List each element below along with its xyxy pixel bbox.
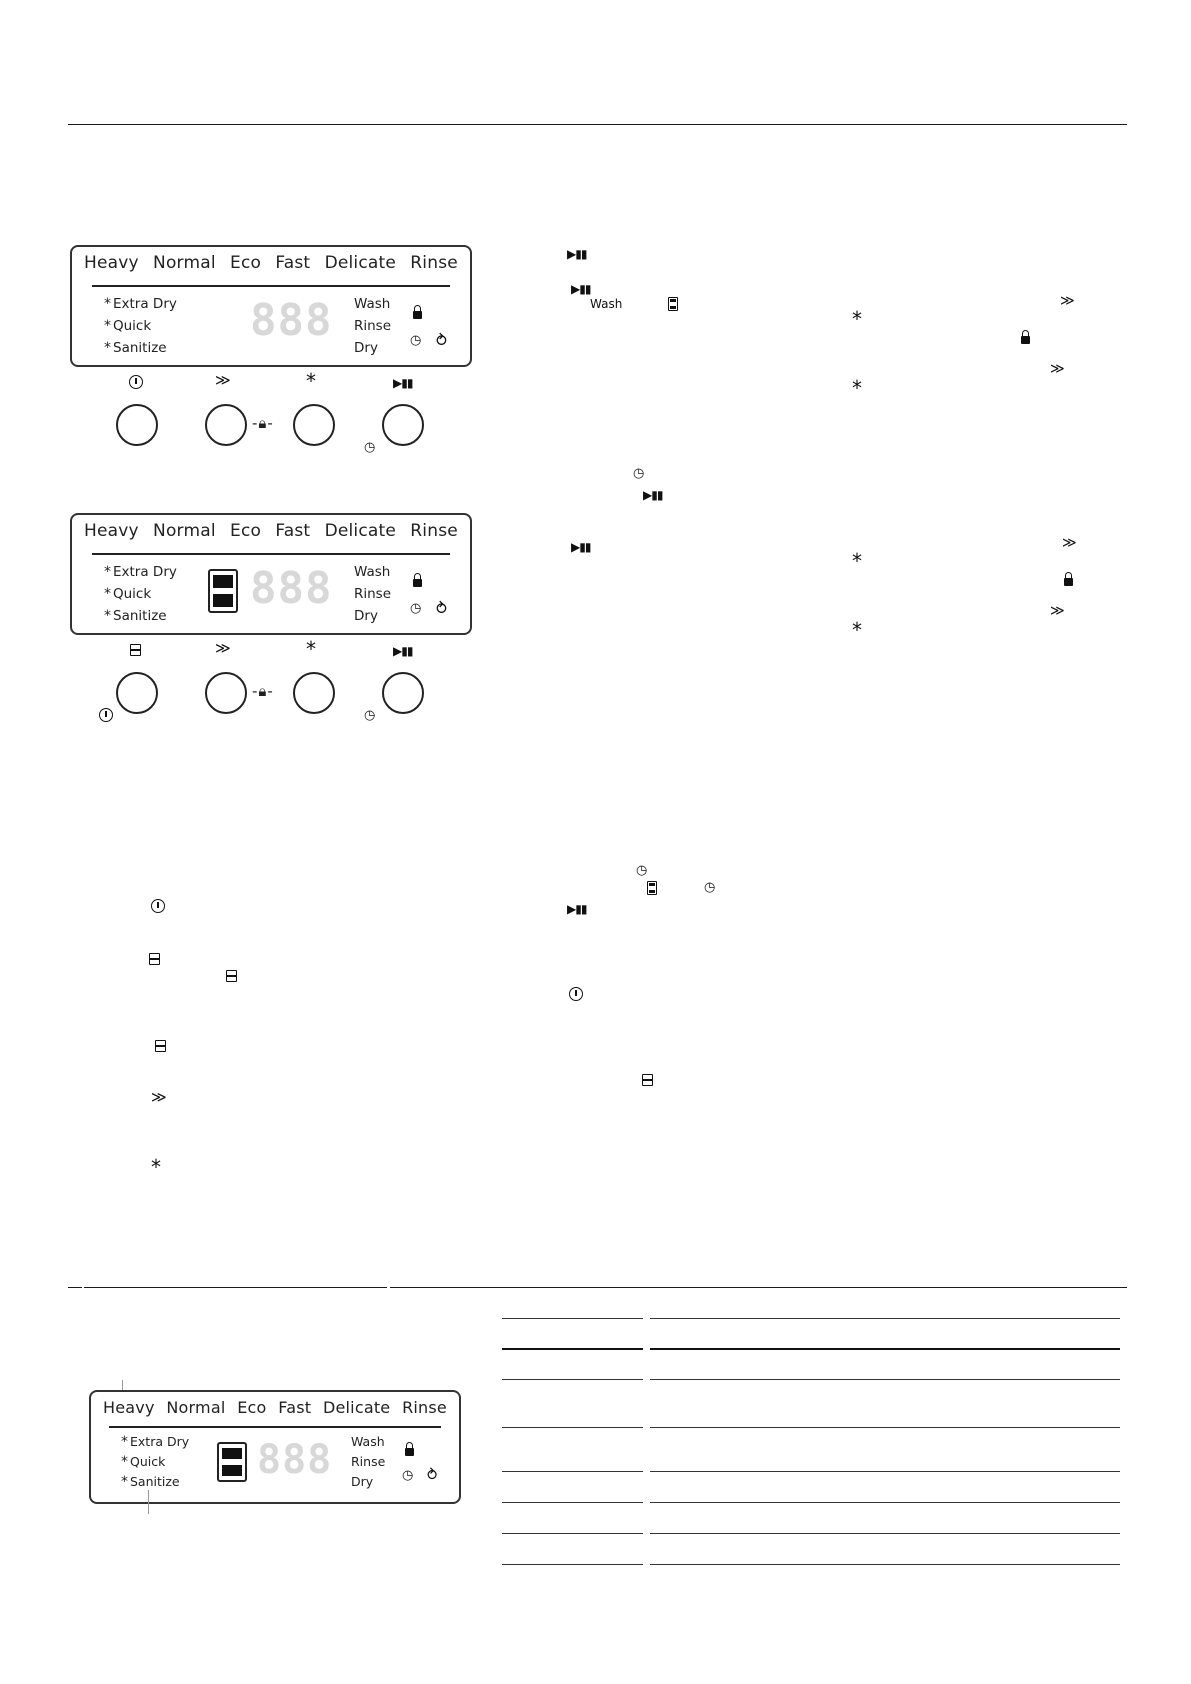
start-pause-button[interactable] [382,404,424,446]
power-icon [569,987,583,1001]
table-rule [502,1471,643,1472]
table-rule [650,1379,1120,1380]
digit-display: 888 [257,1437,333,1483]
program-select-icon: ≫ [1050,361,1065,377]
star-icon: * [121,1454,128,1470]
option-star-icon: * [852,307,862,331]
program-underline [109,1426,441,1428]
program-rinse: Rinse [410,521,458,541]
stage-list [354,561,391,627]
program-delicate: Delicate [324,253,397,273]
option-quick: * Quick [104,318,152,334]
delay-timer-icon: ◷ [402,1468,414,1483]
program-list [84,521,458,541]
program-heavy: Heavy [103,1398,155,1417]
program-select-icon: ≫ [1050,603,1065,619]
rinse-aid-icon: ⥁ [427,1466,438,1484]
star-icon: * [104,608,111,624]
half-load-icon [149,953,160,965]
stage-rinse: Rinse [354,586,392,602]
top-rule [68,124,1127,125]
table-rule [502,1427,643,1428]
rinse-aid-icon: ⥁ [436,331,447,350]
half-load-button[interactable] [116,672,158,714]
option-sanitize: * Sanitize [104,340,167,356]
power-icon [99,708,113,722]
power-button[interactable] [116,404,158,446]
option-quick: * Quick [104,586,152,602]
lock-icon [405,1448,414,1456]
table-rule [502,1379,643,1380]
option-star-icon: * [306,637,316,661]
program-normal: Normal [166,1398,226,1417]
stage-dry: Dry [351,1474,374,1489]
start-pause-icon: ▶▮▮ [571,282,591,296]
half-load-icon [647,881,657,895]
program-fast: Fast [275,253,311,273]
program-underline [92,553,450,555]
program-select-icon: ≫ [1062,535,1077,551]
child-lock-indicator: -🔒︎- [252,414,274,432]
option-button[interactable] [293,672,335,714]
section-rule-c [390,1287,1127,1288]
table-rule [650,1318,1120,1319]
option-star-icon: * [151,1155,161,1179]
program-eco: Eco [237,1398,267,1417]
delay-timer-icon: ◷ [410,601,422,616]
delay-timer-icon: ◷ [364,440,376,455]
stage-dry: Dry [354,608,378,624]
option-star-icon: * [306,369,316,393]
stage-list [351,1432,385,1492]
option-extra-dry: * Extra Dry [104,564,177,580]
half-load-indicator [217,1442,247,1482]
star-icon: * [104,318,111,334]
control-panel-display [89,1390,461,1504]
option-sanitize: * Sanitize [104,608,167,624]
stage-wash: Wash [354,296,391,312]
start-pause-icon: ▶▮▮ [567,247,587,261]
half-load-icon [642,1074,653,1086]
delay-timer-icon: ◷ [633,466,645,481]
star-icon: * [121,1474,128,1490]
program-delicate: Delicate [324,521,397,541]
program-fast: Fast [278,1398,312,1417]
section-rule-b [84,1287,387,1288]
half-load-indicator [208,569,238,613]
half-load-icon [155,1040,166,1052]
start-pause-icon: ▶▮▮ [393,644,413,658]
table-rule [650,1471,1120,1472]
program-button[interactable] [205,404,247,446]
table-rule [650,1533,1120,1534]
program-delicate: Delicate [322,1398,391,1417]
table-header-rule [650,1348,1120,1350]
half-load-icon [130,644,141,656]
callout-line-bottom [148,1490,149,1514]
program-heavy: Heavy [84,521,139,541]
program-rinse: Rinse [402,1398,447,1417]
program-button[interactable] [205,672,247,714]
start-pause-icon: ▶▮▮ [567,902,587,916]
star-icon: * [104,564,111,580]
program-normal: Normal [153,253,216,273]
stage-rinse: Rinse [351,1454,386,1469]
stage-rinse: Rinse [354,318,392,334]
lock-icon [413,311,422,319]
delay-timer-icon: ◷ [704,880,716,895]
program-eco: Eco [230,253,262,273]
program-select-icon: ≫ [1060,293,1075,309]
lock-icon [1021,336,1030,344]
section-rule-a [68,1287,82,1288]
child-lock-indicator: -🔒︎- [252,682,274,700]
option-star-icon: * [852,549,862,573]
delay-timer-icon: ◷ [410,333,422,348]
table-header-rule [502,1348,643,1350]
program-heavy: Heavy [84,253,139,273]
table-rule [650,1502,1120,1503]
power-icon [151,899,165,913]
star-icon: * [121,1434,128,1450]
program-normal: Normal [153,521,216,541]
lock-icon [1064,578,1073,586]
half-load-icon [226,970,237,982]
lock-icon [413,579,422,587]
start-pause-icon: ▶▮▮ [571,540,591,554]
star-icon: * [104,586,111,602]
stage-wash: Wash [354,564,391,580]
stage-dry: Dry [354,340,378,356]
table-rule [650,1427,1120,1428]
option-list [121,1432,189,1492]
program-rinse: Rinse [410,253,458,273]
option-quick: * Quick [121,1454,166,1470]
table-rule [650,1564,1120,1565]
option-list [104,293,177,359]
rinse-aid-icon: ⥁ [436,599,447,618]
star-icon: * [104,296,111,312]
control-panel-2 [70,513,472,635]
stage-wash: Wash [351,1434,385,1449]
option-extra-dry: * Extra Dry [121,1434,190,1450]
program-fast: Fast [275,521,311,541]
start-pause-icon: ▶▮▮ [393,376,413,390]
digit-display: 888 [250,295,333,346]
option-star-icon: * [852,618,862,642]
start-pause-button[interactable] [382,672,424,714]
option-button[interactable] [293,404,335,446]
option-sanitize: * Sanitize [121,1474,180,1490]
program-list [103,1398,447,1417]
option-star-icon: * [852,376,862,400]
delay-timer-icon: ◷ [364,708,376,723]
power-icon [129,375,143,389]
control-panel-1 [70,245,472,367]
option-extra-dry: * Extra Dry [104,296,177,312]
delay-timer-icon: ◷ [636,863,648,878]
stage-list [354,293,391,359]
table-rule [502,1502,643,1503]
program-list [84,253,458,273]
program-select-icon: ≫ [215,639,231,657]
program-select-icon: ≫ [151,1088,167,1106]
option-list [104,561,177,627]
program-select-icon: ≫ [215,371,231,389]
program-underline [92,285,450,287]
star-icon: * [104,340,111,356]
digit-display: 888 [250,563,333,614]
table-rule [502,1318,643,1319]
table-rule [502,1564,643,1565]
start-pause-icon: ▶▮▮ [643,488,663,502]
half-load-icon [668,297,678,311]
wash-label: Wash [590,297,623,311]
program-eco: Eco [230,521,262,541]
table-rule [502,1533,643,1534]
